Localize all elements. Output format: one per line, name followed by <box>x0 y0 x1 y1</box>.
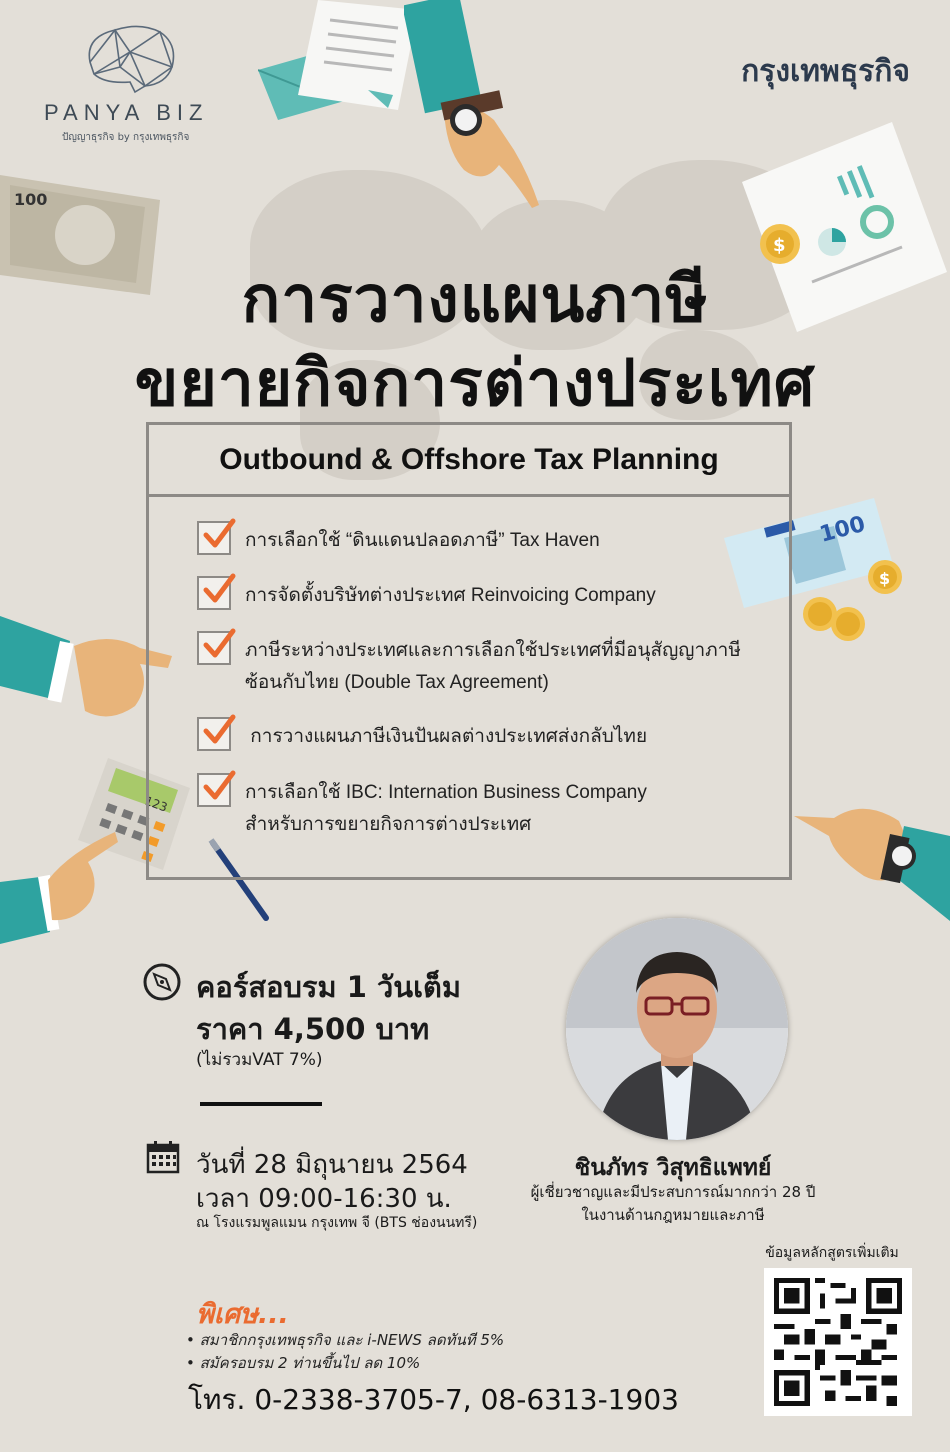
logo-subtitle: ปัญญาธุรกิจ by กรุงเทพธุรกิจ <box>62 132 190 143</box>
checkbox-checked-icon <box>197 576 231 610</box>
speaker-photo <box>566 918 788 1140</box>
checkbox-checked-icon <box>197 631 231 665</box>
list-item <box>197 525 767 557</box>
list-item <box>197 635 767 699</box>
checkbox-checked-icon <box>197 773 231 807</box>
course-duration: คอร์สอบรม 1 วันเต็ม <box>196 970 461 1004</box>
coin-icon <box>800 594 870 644</box>
list-item <box>197 580 767 612</box>
list-item <box>197 777 767 841</box>
topic-text: การจัดตั้งบริษัทต่างประเทศ Reinvoicing Company <box>245 585 656 606</box>
course-venue: ณ โรงแรมพูลแมน กรุงเทพ จี (BTS ช่องนนทรี) <box>196 1215 478 1231</box>
special-offer-label: พิเศษ... <box>196 1299 289 1330</box>
panya-biz-logo-icon <box>80 22 180 94</box>
svg-text:$: $ <box>773 235 786 256</box>
course-price: ราคา 4,500 บาท <box>196 1012 430 1046</box>
speaker-description: ผู้เชี่ยวชาญและมีประสบการณ์มากกว่า 28 ปี <box>530 1183 816 1201</box>
banknote-value: 100 <box>817 511 868 548</box>
main-title-line2: ขยายกิจการต่างประเทศ <box>134 347 816 421</box>
contact-phone[interactable]: โทร. 0-2338-3705-7, 08-6313-1903 <box>188 1383 679 1416</box>
special-offer-item: • สมัครอบรม 2 ท่านขึ้นไป ลด 10% <box>186 1354 421 1372</box>
hand-with-watch-icon <box>794 796 950 921</box>
course-date: วันที่ 28 มิถุนายน 2564 <box>196 1150 468 1180</box>
publisher-logo: กรุงเทพธุรกิจ <box>741 54 910 89</box>
list-item <box>197 721 767 753</box>
qr-caption: ข้อมูลหลักสูตรเพิ่มเติม <box>765 1245 899 1261</box>
calendar-icon <box>146 1140 180 1174</box>
topic-text: ซ้อนกับไทย (Double Tax Agreement) <box>245 672 549 693</box>
svg-text:$: $ <box>879 569 891 588</box>
course-time: เวลา 09:00-16:30 น. <box>196 1184 452 1214</box>
qr-code[interactable] <box>764 1268 912 1416</box>
checkbox-checked-icon <box>197 717 231 751</box>
document-icon <box>298 0 418 110</box>
special-offer-item: • สมาชิกกรุงเทพธุรกิจ และ i-NEWS ลดทันที 5% <box>186 1331 505 1349</box>
main-title-line1: การวางแผนภาษี <box>241 263 709 337</box>
checkbox-checked-icon <box>197 521 231 555</box>
hand-with-watch-icon <box>404 0 544 210</box>
topic-text: การเลือกใช้ IBC: Internation Business Company <box>245 782 647 803</box>
coin-icon <box>866 558 904 596</box>
banknote-value: 100 <box>14 190 48 209</box>
pointing-hand-icon <box>0 822 120 947</box>
topics-heading: Outbound & Offshore Tax Planning <box>149 425 789 497</box>
logo-name: PANYA BIZ <box>44 100 209 125</box>
speaker-name: ชินภัทร วิสุทธิแพทย์ <box>574 1155 772 1181</box>
topic-text: การเลือกใช้ “ดินแดนปลอดภาษี” Tax Haven <box>245 530 600 551</box>
divider <box>200 1102 322 1106</box>
calculator-display: 123 <box>142 793 170 815</box>
topic-text: ภาษีระหว่างประเทศและการเลือกใช้ประเทศที่มีอนุสัญญาภาษี <box>245 640 741 661</box>
topic-text: การวางแผนภาษีเงินปันผลต่างประเทศส่งกลับไทย <box>245 726 648 747</box>
topics-box <box>146 422 792 880</box>
speaker-description: ในงานด้านกฎหมายและภาษี <box>581 1206 765 1224</box>
compass-icon <box>142 962 182 1002</box>
course-vat-note: (ไม่รวมVAT 7%) <box>196 1050 323 1070</box>
topic-text: สำหรับการขยายกิจการต่างประเทศ <box>245 814 532 835</box>
